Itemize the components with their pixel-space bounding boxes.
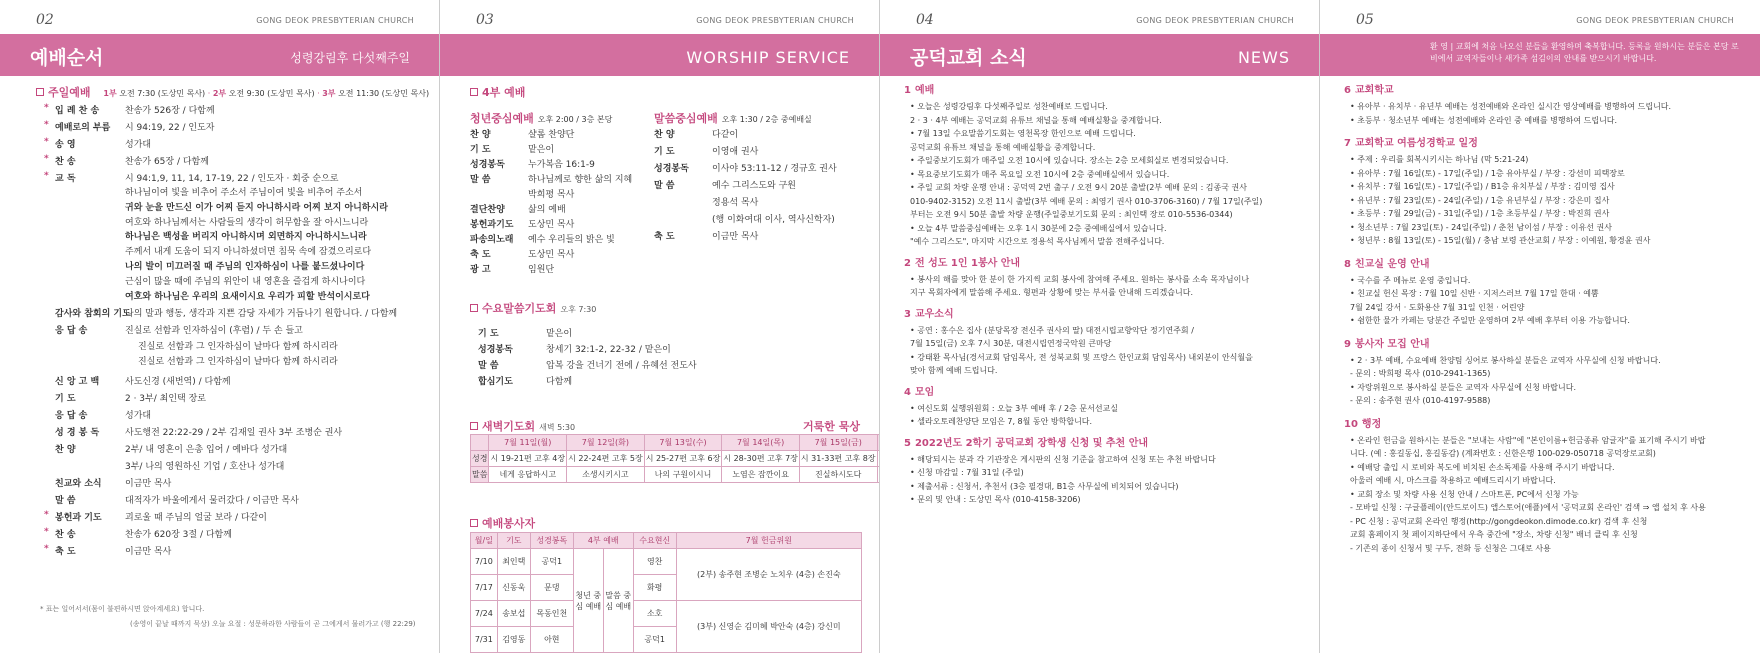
page-worship-service xyxy=(440,0,880,653)
order-label: 축 도 xyxy=(654,232,675,242)
news-line: • 오늘은 성령강림후 다섯째주일로 성찬예배로 드립니다. xyxy=(910,102,1108,111)
order-value: 사도신경 (새번역) / 다함께 xyxy=(125,377,231,388)
news-line: • 유치부 : 7월 16일(토) - 17일(주일) / B1층 유치부실 / 부장 : 김미영 집사 xyxy=(1350,182,1615,191)
news-line: "예수 그리스도", 마지막 시간으로 정용석 목사님께서 말씀 전해주십니다. xyxy=(910,237,1165,246)
order-value: (행 이화여대 이사, 역사신학자) xyxy=(712,215,835,225)
order-label: 말 씀 xyxy=(55,496,76,507)
page-title-en: WORSHIP SERVICE xyxy=(686,48,850,67)
order-value: 도상민 목사 xyxy=(528,220,575,230)
order-value: 다같이 xyxy=(712,130,739,140)
news-line: 니다. (예 : 홍길동십, 홍길동감) (계좌번호 : 신한은행 100-029-050718 공덕장로교회) xyxy=(1350,449,1656,458)
news-line: • 주일 교회 차량 운행 안내 : 공덕역 2번 출구 / 오전 9시 20분 출발(2부 예배 문의 : 김종국 권사 xyxy=(910,183,1247,192)
order-label: 찬 양 xyxy=(470,130,491,140)
responsive-reading-line: 여호와 하나님은 우리의 요새이시요 우리가 피할 반석이시로다 xyxy=(125,291,370,302)
news-title: 교회학교 xyxy=(1354,85,1394,96)
order-label: 말 씀 xyxy=(654,181,675,191)
page-header xyxy=(880,34,1320,76)
news-line: 아울러 예배 시, 마스크를 착용하고 예배드리시기 바랍니다. xyxy=(1350,476,1556,485)
star-icon: * xyxy=(44,154,49,164)
order-label: 입 례 찬 송 xyxy=(55,106,100,116)
order-value: 성가대 xyxy=(125,140,152,150)
order-value: 찬송가 526장 / 다함께 xyxy=(125,106,215,116)
news-number: 10 xyxy=(1344,418,1358,430)
word-worship-title: 말씀중심예배 오후 1:30 / 2층 중예배실 xyxy=(654,112,812,125)
order-label: 감사와 참회의 기도 xyxy=(55,309,131,320)
news-line: • 청년부 : 8월 13일(토) - 15일(월) / 충남 보령 관산교회 / 부장 : 이예원, 황경윤 권사 xyxy=(1350,236,1651,245)
star-icon: * xyxy=(44,544,49,555)
section-box-icon xyxy=(470,422,478,430)
news-line: • 목요중보기도회가 매주 목요일 오전 10시에 2층 중예배실에서 있습니다. xyxy=(910,169,1170,179)
news-title: 친교실 운영 안내 xyxy=(1354,258,1430,270)
order-label: 성경봉독 xyxy=(470,160,505,170)
star-icon: * xyxy=(44,120,49,130)
news-line: - 기존의 종이 신청서 및 구두, 전화 등 신청은 그대로 사용 xyxy=(1350,543,1551,553)
page-order-of-worship xyxy=(0,0,440,653)
news-number: 2 xyxy=(904,257,911,269)
youth-worship-title: 청년중심예배 오후 2:00 / 3층 본당 xyxy=(470,112,613,125)
news-line: • 여신도회 실행위원회 : 오늘 3부 예배 후 / 2층 문서선교실 xyxy=(910,403,1119,413)
order-value: 이금만 목사 xyxy=(712,232,759,242)
order-value: 누가복음 16:1-9 xyxy=(528,160,595,170)
order-value: 진실로 선함과 인자하심이 (후렴) / 두 손 들고 xyxy=(125,326,303,337)
news-heading xyxy=(1344,338,1430,352)
responsive-reading-line: 나의 발이 미끄러질 때 주님의 인자하심이 나를 붙드셨나이다 xyxy=(125,262,365,272)
news-number: 5 xyxy=(904,437,911,449)
news-title: 교회학교 여름성경학교 일정 xyxy=(1354,138,1478,149)
news-line: • 유아부 : 7월 16일(토) - 17일(주일) / 1층 유아부실 / 부장 : 강선미 피택장로 xyxy=(1350,168,1625,178)
section-box-icon xyxy=(470,304,478,312)
church-name: GONG DEOK PRESBYTERIAN CHURCH xyxy=(696,16,854,25)
servers-table: 월/일 기도 성경봉독 4부 예배 수요현신 7월 헌금위원 7/10 최인택 공덕1 청년 중심 예배 말씀 중심 예배 영찬 (2부) 송주현 조병순 노치우 (4층) 손진숙 7/17 신동욱 문댕 화평 7/24 송보섭 목동인천 소호 (3부) 신영순 김미혜 박안숙 (4층) 강신미 7/31 김영동 아현 공덕1 xyxy=(470,532,862,653)
order-label: 봉헌과 기도 xyxy=(55,513,102,524)
dawn-header: 새벽기도회 새벽 5:30 거룩한 묵상 xyxy=(470,418,860,434)
news-number: 7 xyxy=(1344,138,1351,149)
order-label: 결단찬양 xyxy=(470,205,505,215)
news-line: 7월 24일 강서 · 도화용산 7월 31일 인천 · 어린양 xyxy=(1350,302,1525,312)
order-value: 예수 우리들의 밝은 빛 xyxy=(528,235,615,245)
order-value: 삶의 예배 xyxy=(528,205,566,215)
order-label: 축 도 xyxy=(55,547,76,558)
news-line: • 해당되시는 분과 각 기관장은 게시판의 신청 기준을 참고하여 신청 또는 추천 바랍니다 xyxy=(910,454,1216,464)
order-label: 파송의노래 xyxy=(470,235,514,245)
order-label: 찬 송 xyxy=(55,157,76,167)
news-number: 8 xyxy=(1344,258,1351,270)
news-heading xyxy=(904,437,1148,451)
news-line: 공덕교회 유튜브 채널을 통해 예배실황을 중계합니다. xyxy=(910,142,1096,152)
order-label: 송 영 xyxy=(55,140,76,150)
news-line: 교회 홈페이지 첫 페이지하단에서 우측 중간에 "장소, 차량 신청" 배너 클릭 후 신청 xyxy=(1350,530,1638,539)
order-label: 기 도 xyxy=(55,394,76,405)
star-icon: * xyxy=(44,527,49,538)
news-line: • 쉼한한 물가 카페는 당분간 주일만 운영하며 2부 예배 후부터 이용 가능합니다. xyxy=(1350,316,1630,325)
news-line: • 온라인 헌금을 원하시는 분들은 "보내는 사람"에 "본인이름+헌금종류 암글자"를 표기해 주시기 바랍 xyxy=(1350,435,1706,445)
news-line: 010-9402-3152) 오전 11시 출발(3부 예배 문의 : 최영기 권사 010-3706-3160) / 7월 17일(주일) xyxy=(910,196,1263,206)
responsive-reading-line: 주께서 내게 도움이 되지 아니하셨더면 침묵 속에 잠겼으리로다 xyxy=(125,247,372,258)
page-header xyxy=(1320,34,1760,76)
news-line: 지구 목회자에게 말씀해 주세요. 형편과 상황에 맞는 부서를 안내해 드리겠습니다. xyxy=(910,288,1193,297)
order-label: 축 도 xyxy=(470,250,491,260)
order-label: 합심기도 xyxy=(478,377,513,387)
page-number: 04 xyxy=(916,12,934,28)
order-label: 교 독 xyxy=(55,174,76,184)
order-label: 기 도 xyxy=(470,145,491,155)
order-label: 찬 양 xyxy=(654,130,675,140)
order-value: 괴로울 때 주님의 얼굴 보라 / 다같이 xyxy=(125,513,267,524)
sunday-section-header: 주일예배 1부 오전 7:30 (도상민 목사) · 2부 오전 9:30 (도상민 목사) · 3부 오전 11:30 (도상민 목사) xyxy=(36,84,429,100)
order-value: 사도행전 22:22-29 / 2부 김재일 권사 3부 조병순 권사 xyxy=(125,428,343,439)
order-label: 봉헌과기도 xyxy=(470,220,514,230)
welcome-note: 환 영 | 교회에 처음 나오신 분들을 환영하며 축복합니다. 등록을 원하시는 분들은 본당 로비에서 교역자들이나 새가족 섬김이의 안내를 받으시기 바랍니다. xyxy=(1430,42,1739,63)
news-line: • 공연 : 홍수은 집사 (분당목장 전신주 권사의 딸) 대전시립교향악단 정기연주회 / xyxy=(910,325,1194,335)
church-name: GONG DEOK PRESBYTERIAN CHURCH xyxy=(256,16,414,25)
responsive-reading-line: 귀와 눈을 만드신 이가 어찌 듣지 아니하시라 어찌 보지 아니하시라 xyxy=(125,202,388,213)
news-line: • 친교실 헌신 목장 : 7월 10일 신반 · 지저스러브 7월 17일 한대 · 예뿜 xyxy=(1350,289,1599,298)
order-value: 정용석 목사 xyxy=(712,198,759,208)
news-title: 행정 xyxy=(1361,418,1382,430)
star-icon: * xyxy=(44,137,49,147)
page-title: 예배순서 xyxy=(30,47,104,69)
church-name: GONG DEOK PRESBYTERIAN CHURCH xyxy=(1136,16,1294,25)
order-value: 시 94:1,9, 11, 14, 17-19, 22 / 인도자 · 회중 순으로 xyxy=(125,174,339,184)
star-icon: * xyxy=(44,103,49,113)
news-line: • 청소년부 : 7월 23일(토) - 24일(주일) / 춘천 남이섬 / 부장 : 이유선 권사 xyxy=(1350,222,1612,232)
news-line: • 유아부 · 유치부 · 유년부 예배는 성전예배와 온라인 실시간 영상예배를 병행하여 드립니다. xyxy=(1350,102,1672,111)
order-value: 2 · 3부/ 최인택 장로 xyxy=(125,394,206,405)
order-value: 성가대 xyxy=(125,411,152,422)
order-label: 응 답 송 xyxy=(55,326,88,337)
news-title: 모임 xyxy=(914,386,935,398)
news-heading xyxy=(1344,84,1394,98)
order-label: 예배로의 부름 xyxy=(55,123,111,133)
response-song-line: 진실로 선함과 그 인자하심이 날마다 함께 하시리라 xyxy=(138,357,338,368)
order-value: 이금만 목사 xyxy=(125,547,172,558)
footnote: * 표는 일어서서(몸이 불편하시면 앉아계세요) 합니다. xyxy=(40,605,205,613)
responsive-reading-line: 하나님은 백성을 버리지 아니하시며 외면하지 아니하시느니라 xyxy=(125,232,367,243)
page-subtitle: 성령강림후 다섯째주일 xyxy=(290,51,410,65)
news-number: 1 xyxy=(904,85,911,96)
responsive-reading-line: 근심이 많을 때에 주님의 위안이 내 영혼을 즐겁게 하시나이다 xyxy=(125,276,366,287)
star-icon: * xyxy=(44,171,49,181)
response-song-line: 진실로 선함과 그 인자하심이 날마다 함께 하시리라 xyxy=(138,342,338,353)
order-value: 도상민 목사 xyxy=(528,250,575,260)
page-number: 03 xyxy=(476,12,494,28)
daily-verse: (송영이 끝날 때까지 묵상) 오늘 요절 : 성문하라한 사람들이 곧 그에게서 물러가고 (행 22:29) xyxy=(130,620,416,628)
star-icon: * xyxy=(44,510,49,521)
news-heading xyxy=(904,308,954,322)
news-line: 맞아 함께 예배 드립니다. xyxy=(910,366,998,375)
order-value: 이영애 권사 xyxy=(712,147,759,157)
news-number: 9 xyxy=(1344,338,1351,350)
section-box-icon xyxy=(470,88,478,96)
news-title: 예배 xyxy=(914,85,935,96)
news-title: 전 성도 1인 1봉사 안내 xyxy=(914,257,1021,269)
news-title: 2022년도 2학기 공덕교회 장학생 신청 및 추천 안내 xyxy=(914,437,1149,449)
order-label: 기 도 xyxy=(654,147,675,157)
news-line: • 제출서류 : 신청서, 추천서 (3층 필경대, B1층 사무실에 비치되어 있습니다) xyxy=(910,481,1179,491)
page-number: 02 xyxy=(36,12,54,28)
order-label: 말 씀 xyxy=(478,361,499,371)
news-number: 4 xyxy=(904,386,911,398)
news-line: • 초등부 : 7월 29일(금) - 31일(주일) / 1층 초등부실 / 부장 : 박진희 권사 xyxy=(1350,209,1610,218)
order-value: 찬송가 65장 / 다함께 xyxy=(125,157,209,167)
news-line: • 주일중보기도회가 매주일 오전 10시에 있습니다. 장소는 2층 모세회실로 변경되었습니다. xyxy=(910,156,1229,165)
order-label: 광 고 xyxy=(470,265,491,275)
dawn-table: 7월 11일(월) 7월 12일(화) 7월 13일(수) 7월 14일(목) 7월 15일(금) 성경 시 19-21편 고후 4장 시 22-24편 고후 5장 시 25-27편 고후 6장 시 28-30편 고후 7장 시 31-33편 고후 8장 말씀 네게 응답하시고 소생시키시고 나의 구원이시니 노염은 잠깐이요 진실하시도다 xyxy=(470,434,880,483)
order-value: 시 94:19, 22 / 인도자 xyxy=(125,123,215,133)
news-heading xyxy=(1344,258,1430,272)
news-line: • 강태환 목사님(경서교회 담임목사, 전 성북교회 및 프랑스 한인교회 담임목사) 내외분이 안식월을 xyxy=(910,352,1253,362)
page-title-en: NEWS xyxy=(1237,48,1290,67)
news-number: 6 xyxy=(1344,85,1351,96)
order-value: 3부/ 나의 영원하신 기업 / 호산나 성가대 xyxy=(125,462,285,473)
news-line: • 예배당 출입 시 로비와 복도에 비치된 손소독제를 사용해 주시기 바랍니다. xyxy=(1350,462,1615,472)
order-label: 신 앙 고 백 xyxy=(55,377,100,388)
order-value: 나의 말과 행동, 생각과 지쁜 감당 자세가 거듭나기 원합니다. / 다함께 xyxy=(125,309,398,320)
order-value: 2부/ 내 영혼이 은총 입어 / 예바다 성가대 xyxy=(125,445,288,456)
news-heading xyxy=(904,84,934,98)
order-value: 박희평 목사 xyxy=(528,190,575,200)
order-value: 이사야 53:11-12 / 경규호 권사 xyxy=(712,164,837,174)
page-news xyxy=(880,0,1320,653)
news-line: • 교회 장소 및 차량 사용 신청 안내 / 스마트폰, PC에서 신청 가능 xyxy=(1350,489,1579,499)
news-heading xyxy=(904,257,1020,271)
news-title: 교우소식 xyxy=(914,308,954,320)
news-line: 2 · 3 · 4부 예배는 공덕교회 유튜브 채널을 통해 예배실황을 중계합니다. xyxy=(910,115,1162,125)
news-line: • 유년부 : 7월 23일(토) - 24일(주일) / 1층 유년부실 / 부장 : 강은미 집사 xyxy=(1350,195,1610,205)
news-line: • 오늘 4부 말씀중심예배는 오후 1시 30분에 2층 중예배실에서 있습니다. xyxy=(910,223,1167,233)
order-label: 찬 송 xyxy=(55,530,76,541)
order-value: 이금만 목사 xyxy=(125,479,172,490)
news-line: 7월 15일(금) 오후 7시 30분, 대전시립연정국악원 큰마당 xyxy=(910,339,1112,348)
order-value: 대적자가 바울에게서 물러갔다 / 이금만 목사 xyxy=(125,496,299,507)
news-line: • 초등부 · 청소년부 예배는 성전예배와 온라인 중 예배를 병행하여 드립니다. xyxy=(1350,115,1618,125)
order-label: 기 도 xyxy=(478,329,499,339)
servers-header: 예배봉사자 xyxy=(470,515,535,531)
news-line: • 7월 13일 수요말씀기도회는 영천목장 한인으로 예배 드립니다. xyxy=(910,129,1136,138)
news-line: • 자랑위원으로 봉사하실 분들은 교역자 사무실에 신청 바랍니다. xyxy=(1350,382,1576,392)
page-header xyxy=(440,34,880,76)
responsive-reading-line: 하나님이여 빛을 비추어 주소서 주님이여 빛을 비추어 주소서 xyxy=(125,188,363,198)
order-value: 맡은이 xyxy=(546,329,573,339)
news-line: • 신청 마감일 : 7월 31일 (주일) xyxy=(910,468,1024,477)
responsive-reading-line: 여호와 하나님께서는 사람들의 생각이 허무함을 잘 아시느니라 xyxy=(125,217,369,228)
order-value: 샬롬 찬양단 xyxy=(528,130,575,140)
page-header xyxy=(0,34,440,76)
news-line: • 2 · 3부 예배, 수요예배 찬양팀 싱어로 봉사하실 분들은 교역자 사무실에 신청 바랍니다. xyxy=(1350,355,1661,365)
order-label: 친교와 소식 xyxy=(55,479,102,490)
order-label: 응 답 송 xyxy=(55,411,88,422)
section-box-icon xyxy=(470,519,478,527)
order-value: 하나님께로 향한 삶의 지혜 xyxy=(528,175,633,185)
news-line: • 문의 및 안내 : 도상민 목사 (010-4158-3206) xyxy=(910,495,1081,504)
news-line: • 봉사의 해를 맞아 한 분이 한 가지씩 교회 봉사에 참여해 주세요. 원하는 봉사를 소속 목자님이나 xyxy=(910,274,1250,284)
fourth-service-header: 4부 예배 xyxy=(470,84,525,100)
section-box-icon xyxy=(36,88,44,96)
order-label: 성경봉독 xyxy=(478,345,513,355)
news-line: • 국수를 주 메뉴로 운영 중입니다. xyxy=(1350,275,1471,285)
news-heading xyxy=(1344,137,1478,151)
news-line: - 문의 : 송주현 권사 (010-4197-9588) xyxy=(1350,396,1491,405)
news-line: - PC 신청 : 공덕교회 온라인 행정(http://gongdeokon.dimode.co.kr) 검색 후 신청 xyxy=(1350,516,1648,526)
order-value: 압복 강을 건너기 전에 / 유혜선 전도사 xyxy=(546,361,697,371)
page-news-continued xyxy=(1320,0,1760,653)
news-line: • 주제 : 우리를 회복시키시는 하나님 (막 5:21-24) xyxy=(1350,155,1529,164)
wednesday-header: 수요말씀기도회 오후 7:30 xyxy=(470,300,596,316)
order-value: 다함께 xyxy=(546,377,573,387)
order-label: 성경봉독 xyxy=(654,164,689,174)
order-value: 예수 그리스도와 구원 xyxy=(712,181,796,191)
news-line: 부터는 오전 9시 50분 출발 차량 운행(주일중보기도회 문의 : 최인택 장로 010-5536-0344) xyxy=(910,210,1233,219)
news-line: - 문의 : 박희평 목사 (010-2941-1365) xyxy=(1350,369,1491,378)
news-number: 3 xyxy=(904,308,911,320)
news-heading xyxy=(904,386,934,400)
page-number: 05 xyxy=(1356,12,1374,28)
order-value: 임원단 xyxy=(528,265,555,275)
news-title: 봉사자 모집 안내 xyxy=(1354,338,1430,350)
order-label: 찬 양 xyxy=(55,445,76,456)
order-value: 창세기 32:1-2, 22-32 / 맡은이 xyxy=(546,345,671,355)
news-line: • 셀라오토레찬양단 모임은 7, 8월 동안 방학합니다. xyxy=(910,417,1093,426)
page-title: 공덕교회 소식 xyxy=(910,47,1027,69)
order-label: 성 경 봉 독 xyxy=(55,428,100,439)
news-line: - 모바일 신청 : 구글플레이(안드로이드) 앱스토어(애플)에서 '공덕교회 온라인' 검색 ⇒ 앱 설치 후 사용 xyxy=(1350,503,1706,512)
order-label: 말 씀 xyxy=(470,175,491,185)
church-name: GONG DEOK PRESBYTERIAN CHURCH xyxy=(1576,16,1734,25)
order-value: 찬송가 620장 3절 / 다함께 xyxy=(125,530,232,541)
news-heading xyxy=(1344,418,1381,432)
order-value: 맡은이 xyxy=(528,145,555,155)
